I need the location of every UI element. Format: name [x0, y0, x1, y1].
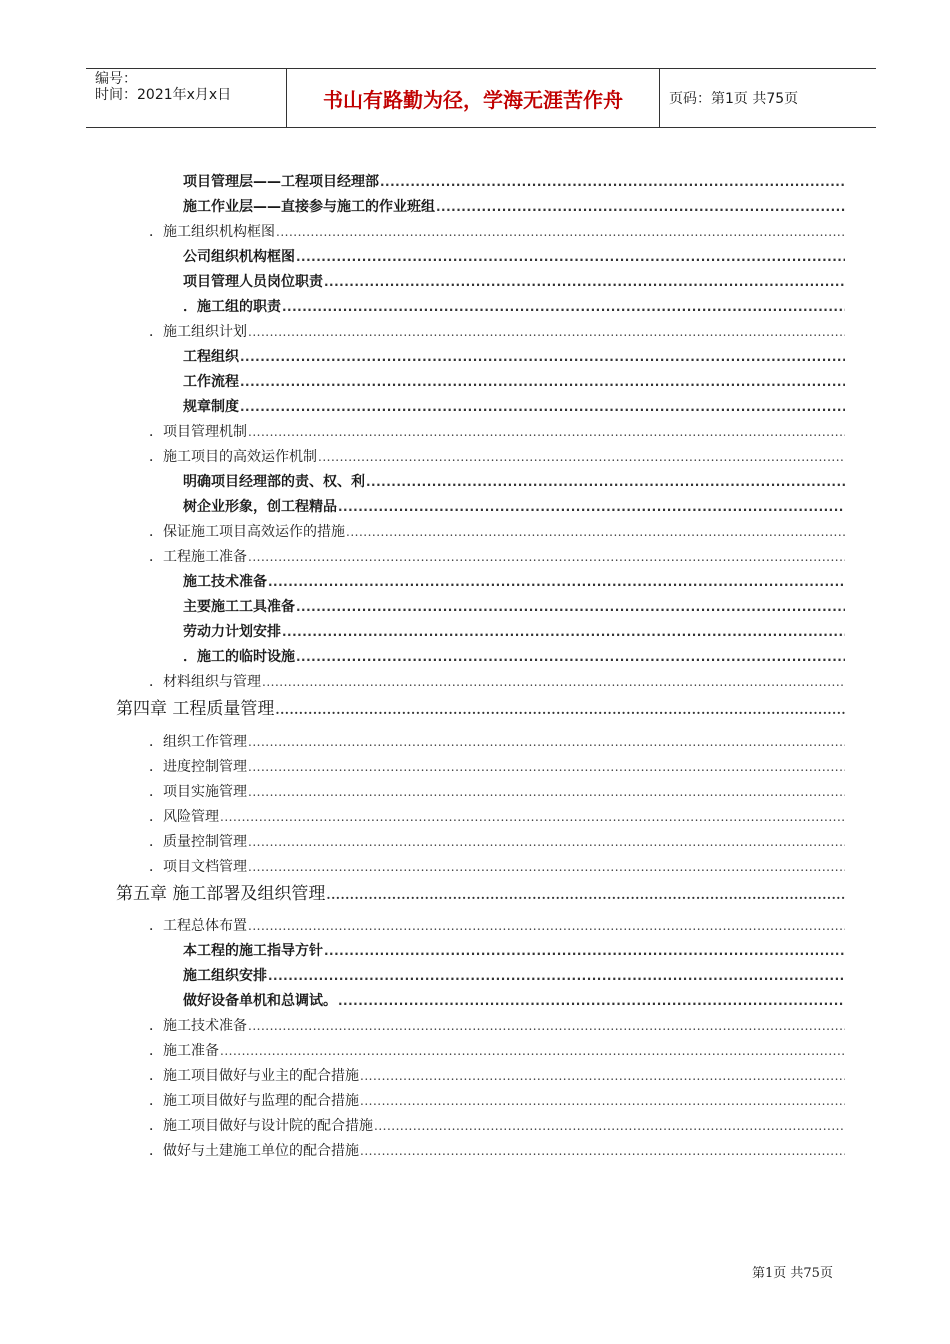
toc-chapter[interactable]: [116, 694, 845, 719]
toc-entry-label: ．施工项目做好与监理的配合措施: [149, 1093, 359, 1109]
toc-entry-label: ．施工组织机构框图: [149, 224, 275, 240]
toc-entry[interactable]: [149, 856, 845, 876]
toc-entry[interactable]: [183, 396, 845, 416]
toc-leader-dots: [296, 601, 845, 613]
toc-entry-label: 工程组织: [183, 349, 239, 365]
toc-entry-label: 树企业形象，创工程精品: [183, 499, 337, 515]
toc-entry-label: ．进度控制管理: [149, 759, 247, 775]
toc-entry-label: ．施工项目的高效运作机制: [149, 449, 317, 465]
toc-leader-dots: [248, 326, 845, 338]
toc-leader-dots: [324, 945, 845, 957]
toc-entry-label: 施工作业层——直接参与施工的作业班组: [183, 199, 435, 215]
toc-entry[interactable]: [183, 171, 845, 191]
toc-entry[interactable]: [183, 646, 845, 666]
toc-leader-dots: [338, 995, 845, 1007]
toc-entry[interactable]: [183, 940, 845, 960]
toc-leader-dots: [248, 551, 845, 563]
toc-leader-dots: [282, 301, 845, 313]
toc-entry[interactable]: [183, 990, 845, 1010]
toc-entry[interactable]: [183, 246, 845, 266]
toc-leader-dots: [248, 836, 845, 848]
toc-entry-label: ．项目管理机制: [149, 424, 247, 440]
header-page-info: 页码：第1页 共75页: [669, 91, 799, 107]
toc-entry-label: 做好设备单机和总调试。: [183, 993, 337, 1009]
toc-entry-label: ．施工组织计划: [149, 324, 247, 340]
toc-leader-dots: [276, 226, 845, 238]
toc-leader-dots: [318, 451, 845, 463]
toc-leader-dots: [220, 1045, 845, 1057]
toc-entry-label: ．做好与土建施工单位的配合措施: [149, 1143, 359, 1159]
page-footer: 第1页 共75页: [752, 1266, 833, 1281]
toc-entry-label: ．质量控制管理: [149, 834, 247, 850]
toc-entry-label: 明确项目经理部的责、权、利: [183, 474, 365, 490]
toc-leader-dots: [360, 1095, 845, 1107]
toc-entry[interactable]: [183, 371, 845, 391]
toc-entry-label: ．项目实施管理: [149, 784, 247, 800]
toc-entry[interactable]: [183, 271, 845, 291]
toc-entry[interactable]: [183, 621, 845, 641]
document-number-label: 编号：: [95, 71, 137, 87]
toc-entry-label: 主要施工工具准备: [183, 599, 295, 615]
header-motto: 书山有路勤为径，学海无涯苦作舟: [287, 69, 660, 127]
toc-leader-dots: [360, 1070, 845, 1082]
toc-entry[interactable]: [149, 831, 845, 851]
toc-entry[interactable]: [149, 1065, 845, 1085]
toc-entry[interactable]: [149, 1090, 845, 1110]
toc-leader-dots: [380, 176, 845, 188]
toc-leader-dots: [360, 1145, 845, 1157]
toc-leader-dots: [248, 786, 845, 798]
toc-chapter[interactable]: [116, 879, 845, 904]
toc-entry-label: 施工技术准备: [183, 574, 267, 590]
toc-entry[interactable]: [149, 781, 845, 801]
toc-entry[interactable]: [149, 671, 845, 691]
toc-entry-label: ．施工技术准备: [149, 1018, 247, 1034]
toc-leader-dots: [296, 251, 845, 263]
toc-leader-dots: [220, 811, 845, 823]
toc-entry[interactable]: [183, 471, 845, 491]
toc-entry[interactable]: [149, 221, 845, 241]
toc-entry[interactable]: [149, 756, 845, 776]
toc-entry-label: 公司组织机构框图: [183, 249, 295, 265]
toc-entry[interactable]: [149, 421, 845, 441]
toc-entry-label: ．施工组的职责: [183, 299, 281, 315]
toc-leader-dots: [240, 351, 845, 363]
toc-leader-dots: [296, 651, 845, 663]
toc-entry[interactable]: [149, 446, 845, 466]
toc-entry-label: 劳动力计划安排: [183, 624, 281, 640]
toc-entry[interactable]: [149, 321, 845, 341]
toc-entry-label: 项目管理人员岗位职责: [183, 274, 323, 290]
toc-entry[interactable]: [183, 596, 845, 616]
toc-leader-dots: [248, 861, 845, 873]
toc-entry[interactable]: [149, 1115, 845, 1135]
toc-leader-dots: [374, 1120, 845, 1132]
toc-entry[interactable]: [183, 196, 845, 216]
toc-entry[interactable]: [183, 346, 845, 366]
toc-leader-dots: [268, 576, 845, 588]
toc-leader-dots: [262, 676, 845, 688]
toc-leader-dots: [248, 1020, 845, 1032]
toc-leader-dots: [248, 920, 845, 932]
toc-entry-label: ．项目文档管理: [149, 859, 247, 875]
toc-entry-label: 第五章 施工部署及组织管理: [116, 884, 326, 904]
toc-entry-label: ．材料组织与管理: [149, 674, 261, 690]
page-header: [86, 68, 876, 128]
toc-entry-label: ．施工准备: [149, 1043, 219, 1059]
toc-entry[interactable]: [149, 1040, 845, 1060]
toc-leader-dots: [248, 426, 845, 438]
toc-entry-label: ．组织工作管理: [149, 734, 247, 750]
toc-leader-dots: [248, 736, 845, 748]
toc-entry[interactable]: [149, 1140, 845, 1160]
toc-entry[interactable]: [183, 965, 845, 985]
toc-leader-dots: [240, 376, 845, 388]
toc-entry-label: 工作流程: [183, 374, 239, 390]
toc-entry[interactable]: [183, 296, 845, 316]
toc-leader-dots: [275, 704, 845, 716]
toc-entry-label: 本工程的施工指导方针: [183, 943, 323, 959]
toc-entry[interactable]: [183, 496, 845, 516]
toc-entry-label: ．工程施工准备: [149, 549, 247, 565]
toc-leader-dots: [326, 889, 845, 901]
header-meta: [86, 69, 287, 127]
toc-entry[interactable]: [149, 521, 845, 541]
toc-leader-dots: [324, 276, 845, 288]
toc-entry[interactable]: [149, 806, 845, 826]
toc-entry-label: 第四章 工程质量管理: [116, 699, 275, 719]
toc-leader-dots: [240, 401, 845, 413]
toc-entry-label: ．工程总体布置: [149, 918, 247, 934]
toc-entry-label: ．施工项目做好与业主的配合措施: [149, 1068, 359, 1084]
toc-entry-label: 施工组织安排: [183, 968, 267, 984]
toc-entry[interactable]: [149, 731, 845, 751]
toc-entry[interactable]: [149, 546, 845, 566]
toc-entry-label: ．保证施工项目高效运作的措施: [149, 524, 345, 540]
toc-leader-dots: [248, 761, 845, 773]
toc-leader-dots: [366, 476, 845, 488]
toc-entry[interactable]: [149, 915, 845, 935]
toc-entry[interactable]: [183, 571, 845, 591]
toc-leader-dots: [282, 626, 845, 638]
document-time-label: 时间：2021年x月x日: [95, 87, 232, 103]
toc-entry[interactable]: [149, 1015, 845, 1035]
toc-entry-label: ．风险管理: [149, 809, 219, 825]
toc-leader-dots: [268, 970, 845, 982]
toc-leader-dots: [436, 201, 845, 213]
toc-entry-label: 项目管理层——工程项目经理部: [183, 174, 379, 190]
toc-leader-dots: [346, 526, 845, 538]
toc-entry-label: ．施工的临时设施: [183, 649, 295, 665]
toc-leader-dots: [338, 501, 845, 513]
toc-entry-label: 规章制度: [183, 399, 239, 415]
toc-entry-label: ．施工项目做好与设计院的配合措施: [149, 1118, 373, 1134]
